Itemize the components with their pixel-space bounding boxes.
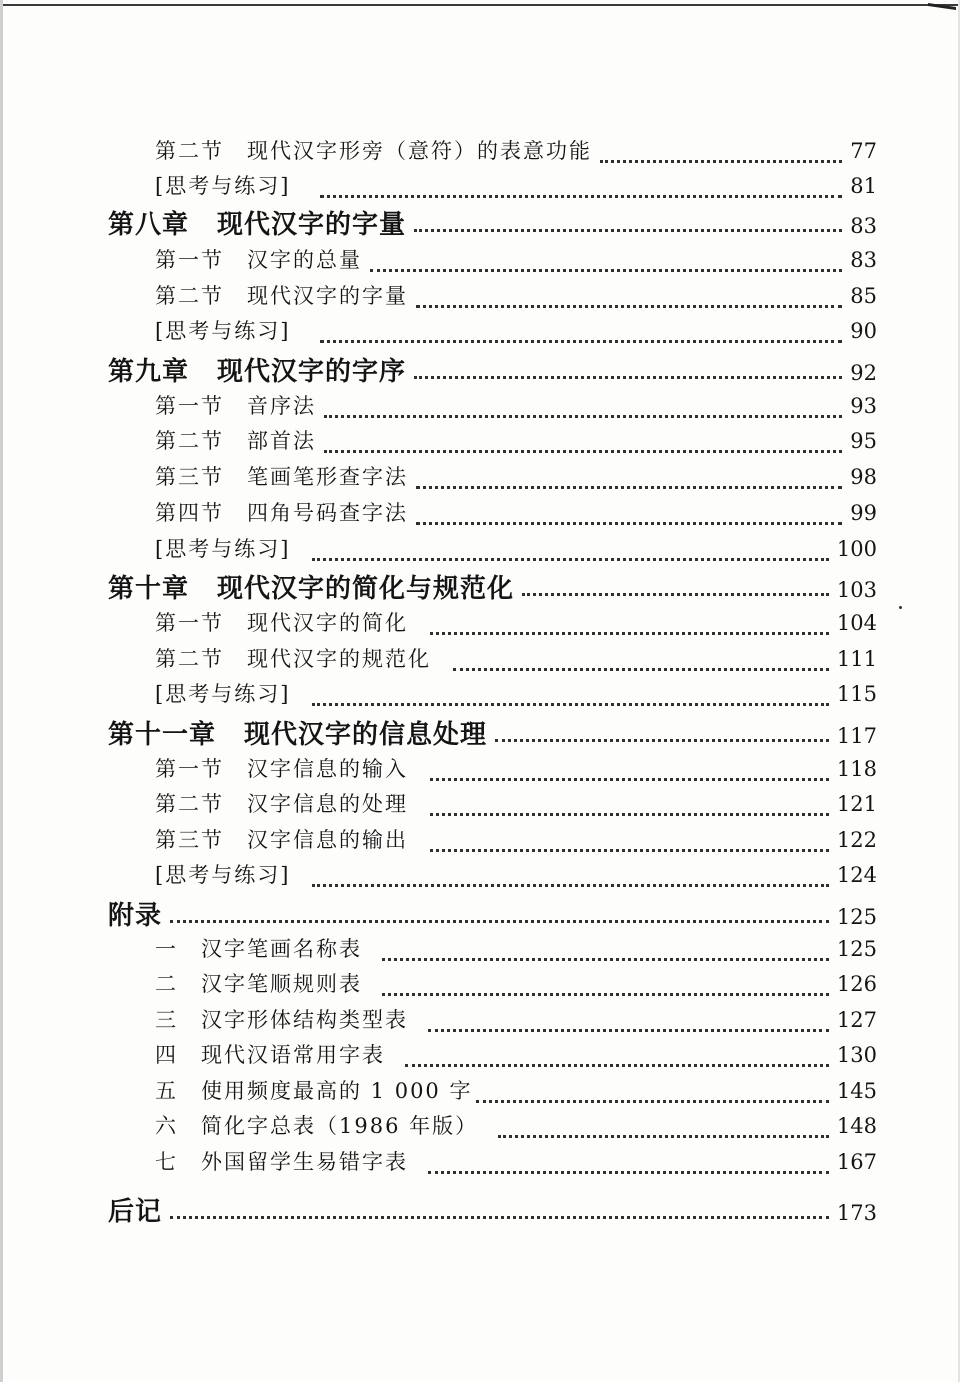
toc-exercise-row[interactable] — [155, 678, 877, 714]
appendix-title: 附录 — [108, 901, 163, 931]
dot-leader — [416, 305, 842, 308]
dot-leader — [453, 668, 829, 671]
toc-chapter-row[interactable] — [108, 351, 877, 387]
page-number: 173 — [836, 1201, 877, 1225]
page-number: 83 — [850, 248, 877, 272]
toc-section-row[interactable] — [155, 390, 877, 426]
dot-leader — [428, 1171, 829, 1174]
toc-exercise-row[interactable] — [155, 859, 877, 895]
dot-leader — [170, 920, 829, 923]
item-number: 六 — [155, 1114, 178, 1138]
dot-leader — [312, 703, 829, 706]
item-title: 简化字总表（1986 年版） — [201, 1114, 479, 1138]
dot-leader — [370, 269, 842, 272]
exercise-title: [思考与练习] — [155, 682, 291, 706]
section-number: 第三节 — [155, 828, 224, 852]
page-number: 103 — [836, 578, 877, 602]
dot-leader — [476, 1100, 828, 1103]
dot-leader — [405, 1064, 829, 1067]
section-title: 汉字的总量 — [247, 248, 362, 272]
item-title: 汉字形体结构类型表 — [201, 1008, 408, 1032]
toc-section-row[interactable] — [155, 824, 877, 860]
page-number: 126 — [836, 972, 877, 996]
page-number: 125 — [836, 937, 877, 961]
page-number: 125 — [836, 905, 877, 929]
dot-leader — [382, 993, 829, 996]
item-title: 使用频度最高的 1 000 字 — [201, 1079, 473, 1103]
toc-appendix-item-row[interactable] — [155, 1004, 877, 1040]
exercise-title: [思考与练习] — [155, 319, 291, 343]
toc-section-row[interactable] — [155, 135, 877, 171]
page-number: 124 — [836, 863, 877, 887]
section-number: 第二节 — [155, 429, 224, 453]
dot-leader — [430, 813, 829, 816]
toc-section-row[interactable] — [155, 244, 877, 280]
dot-leader — [414, 376, 842, 379]
toc-appendix-item-row[interactable] — [155, 1146, 877, 1182]
section-number: 第二节 — [155, 647, 224, 671]
toc-chapter-row[interactable] — [108, 204, 877, 240]
page-number: 99 — [850, 501, 877, 525]
section-number: 第一节 — [155, 611, 224, 635]
page-number: 117 — [836, 724, 877, 748]
toc-section-row[interactable] — [155, 607, 877, 643]
item-title: 汉字笔画名称表 — [201, 937, 362, 961]
dot-leader — [416, 486, 842, 489]
dot-leader — [414, 229, 842, 232]
toc-section-row[interactable] — [155, 643, 877, 679]
page-number: 93 — [850, 394, 877, 418]
section-title: 音序法 — [247, 394, 316, 418]
chapter-number: 第八章 — [108, 210, 190, 240]
exercise-title: [思考与练习] — [155, 863, 291, 887]
toc-chapter-row[interactable] — [108, 568, 877, 604]
toc-exercise-row[interactable] — [155, 533, 877, 569]
dot-leader — [324, 415, 842, 418]
section-number: 第四节 — [155, 501, 224, 525]
page-number: 121 — [836, 792, 877, 816]
toc-section-row[interactable] — [155, 425, 877, 461]
page-number: 90 — [850, 319, 877, 343]
page-number: 145 — [836, 1079, 877, 1103]
section-title: 现代汉字的字量 — [247, 284, 408, 308]
page-number: 85 — [850, 284, 877, 308]
chapter-title: 现代汉字的简化与规范化 — [217, 574, 515, 604]
page-number: 81 — [850, 174, 877, 198]
page-number: 130 — [836, 1043, 877, 1067]
item-number: 二 — [155, 972, 178, 996]
dot-leader — [430, 632, 829, 635]
dot-leader — [428, 1029, 829, 1032]
section-number: 第二节 — [155, 284, 224, 308]
section-title: 汉字信息的输出 — [247, 828, 408, 852]
toc-appendix-item-row[interactable] — [155, 968, 877, 1004]
dot-leader — [312, 558, 829, 561]
dot-leader — [320, 340, 842, 343]
afterword-title: 后记 — [108, 1197, 163, 1227]
item-title: 现代汉语常用字表 — [201, 1043, 385, 1067]
page-number: 100 — [836, 537, 877, 561]
section-number: 第一节 — [155, 394, 224, 418]
dot-leader — [324, 450, 842, 453]
scan-edge-top — [0, 4, 960, 18]
chapter-title: 现代汉字的字序 — [217, 357, 407, 387]
page-number: 98 — [850, 465, 877, 489]
item-number: 五 — [155, 1079, 178, 1103]
chapter-title: 现代汉字的字量 — [217, 210, 407, 240]
item-number: 四 — [155, 1043, 178, 1067]
section-number: 第三节 — [155, 465, 224, 489]
toc-appendix-item-row[interactable] — [155, 1039, 877, 1075]
page-number: 77 — [850, 139, 877, 163]
toc-exercise-row[interactable] — [155, 170, 877, 206]
chapter-number: 第九章 — [108, 357, 190, 387]
dot-leader — [382, 958, 829, 961]
dot-leader — [430, 778, 829, 781]
toc-appendix-item-row[interactable] — [155, 1110, 877, 1146]
dot-leader — [320, 195, 842, 198]
page-number: 118 — [836, 757, 877, 781]
toc-appendix-item-row[interactable] — [155, 1075, 877, 1111]
toc-afterword-row[interactable] — [108, 1191, 877, 1227]
page-number: 167 — [836, 1150, 877, 1174]
item-number: 七 — [155, 1150, 178, 1174]
exercise-title: [思考与练习] — [155, 537, 291, 561]
toc-appendix-item-row[interactable] — [155, 933, 877, 969]
item-number: 三 — [155, 1008, 178, 1032]
section-title: 汉字信息的处理 — [247, 792, 408, 816]
page-number: 115 — [836, 682, 877, 706]
toc-exercise-row[interactable] — [155, 315, 877, 351]
dot-leader — [416, 522, 842, 525]
dot-leader — [495, 739, 829, 742]
section-title: 部首法 — [247, 429, 316, 453]
scan-edge-left — [0, 0, 3, 1382]
section-number: 第一节 — [155, 248, 224, 272]
toc-chapter-row[interactable] — [108, 714, 877, 750]
section-number: 第二节 — [155, 139, 224, 163]
page-number: 83 — [850, 214, 877, 238]
chapter-number: 第十一章 — [108, 720, 217, 750]
chapter-title: 现代汉字的信息处理 — [244, 720, 488, 750]
page-number: 111 — [836, 647, 877, 671]
page-number: 122 — [836, 828, 877, 852]
section-title: 笔画笔形查字法 — [247, 465, 408, 489]
item-title: 外国留学生易错字表 — [201, 1150, 408, 1174]
section-title: 四角号码查字法 — [247, 501, 408, 525]
item-title: 汉字笔顺规则表 — [201, 972, 362, 996]
page-number: 104 — [836, 611, 877, 635]
dot-leader — [498, 1135, 829, 1138]
dot-leader — [430, 849, 829, 852]
section-title: 汉字信息的输入 — [247, 757, 408, 781]
toc-section-row[interactable] — [155, 461, 877, 497]
dot-leader — [312, 884, 829, 887]
exercise-title: [思考与练习] — [155, 174, 291, 198]
scan-speck — [899, 606, 902, 609]
section-number: 第二节 — [155, 792, 224, 816]
chapter-number: 第十章 — [108, 574, 190, 604]
page-number: 92 — [850, 361, 877, 385]
page-number: 127 — [836, 1008, 877, 1032]
section-title: 现代汉字的规范化 — [247, 647, 431, 671]
section-number: 第一节 — [155, 757, 224, 781]
toc-section-row[interactable] — [155, 280, 877, 316]
toc-section-row[interactable] — [155, 497, 877, 533]
dot-leader — [522, 593, 829, 596]
section-title: 现代汉字形旁（意符）的表意功能 — [247, 139, 592, 163]
page-number: 95 — [850, 429, 877, 453]
section-title: 现代汉字的简化 — [247, 611, 408, 635]
toc-appendix-row[interactable] — [108, 895, 877, 931]
page-number: 148 — [836, 1114, 877, 1138]
item-number: 一 — [155, 937, 178, 961]
toc-section-row[interactable] — [155, 753, 877, 789]
dot-leader — [600, 160, 842, 163]
toc-section-row[interactable] — [155, 788, 877, 824]
dot-leader — [170, 1216, 829, 1219]
